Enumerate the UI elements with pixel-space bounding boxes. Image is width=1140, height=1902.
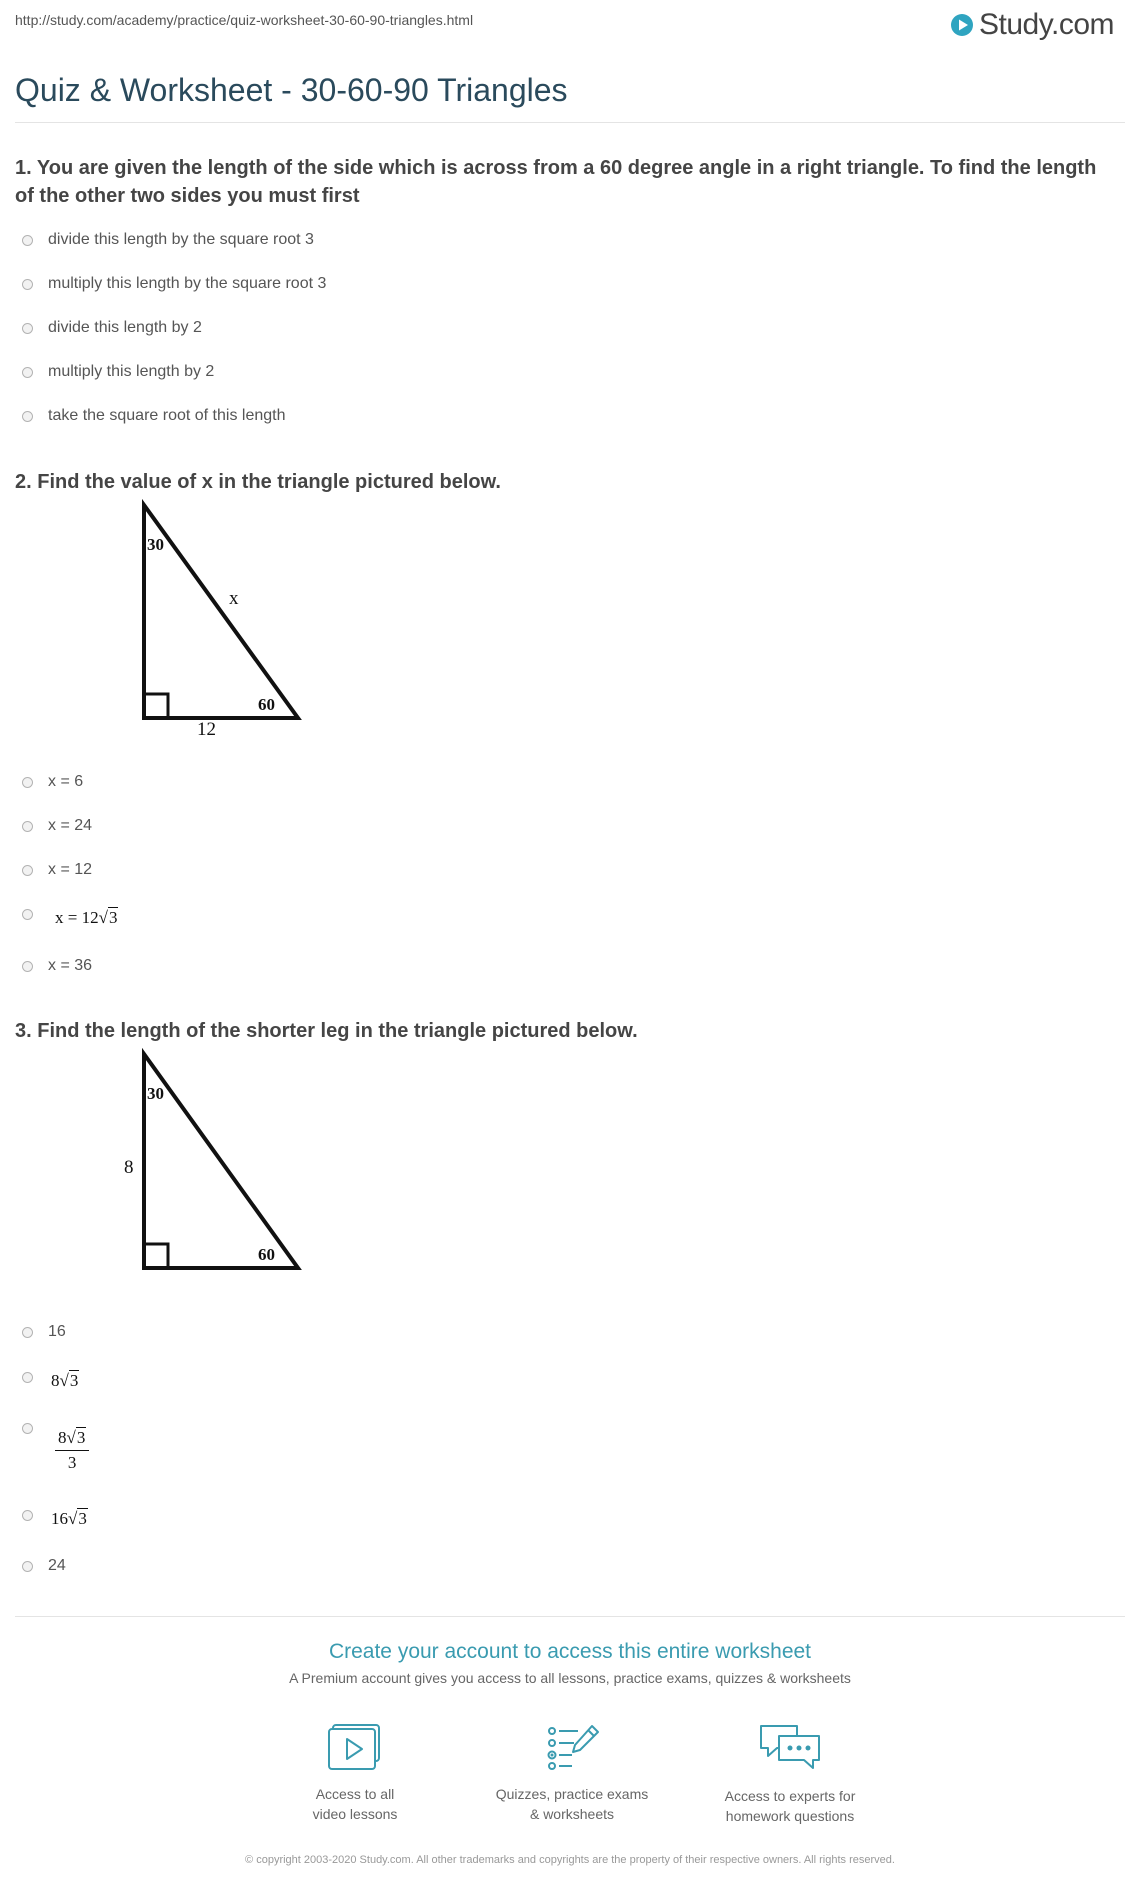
- play-logo-icon: [950, 13, 974, 37]
- radio-button[interactable]: [22, 1510, 33, 1521]
- option-math: 16√3: [51, 1509, 87, 1528]
- bottom-angle-label: 60: [258, 1245, 275, 1264]
- radio-button[interactable]: [22, 1327, 33, 1338]
- radio-button[interactable]: [22, 961, 33, 972]
- question-3-triangle-figure: [115, 1048, 310, 1278]
- top-angle-label: 30: [147, 535, 164, 554]
- question-1-option-2[interactable]: [22, 274, 326, 294]
- feature-video-lessons: [255, 1722, 455, 1824]
- option-label: x = 12: [48, 861, 93, 878]
- divider: [15, 1616, 1125, 1617]
- bottom-angle-label: 60: [258, 695, 275, 714]
- question-3-option-4[interactable]: [22, 1505, 88, 1529]
- option-label: x = 36: [48, 957, 93, 974]
- radio-button[interactable]: [22, 1372, 33, 1383]
- radicand: 3: [108, 908, 118, 927]
- question-2-text: 2. Find the value of x in the triangle pictured below.: [15, 471, 501, 493]
- copyright-notice: © copyright 2003-2020 Study.com. All other trademarks and copyrights are the property of their respective owners. All rights reserved.: [245, 1854, 895, 1866]
- page-url: http://study.com/academy/practice/quiz-worksheet-30-60-90-triangles.html: [15, 12, 474, 28]
- cta-create-account-link[interactable]: Create your account to access this entire worksheet: [328, 1640, 812, 1663]
- radio-button[interactable]: [22, 1423, 33, 1434]
- radio-button[interactable]: [22, 279, 33, 290]
- feature-line: & worksheets: [529, 1806, 615, 1822]
- feature-line: Access to all: [315, 1786, 395, 1802]
- option-label: multiply this length by 2: [48, 363, 215, 380]
- option-label: multiply this length by the square root 3: [48, 275, 327, 292]
- right-angle-marker: [144, 694, 168, 718]
- question-3-option-5[interactable]: [22, 1556, 66, 1576]
- question-1-option-5[interactable]: [22, 406, 285, 426]
- feature-line: Access to experts for: [724, 1788, 856, 1804]
- question-3-option-2[interactable]: [22, 1367, 79, 1391]
- cta-subtitle: A Premium account gives you access to all lessons, practice exams, quizzes & worksheets: [289, 1670, 851, 1686]
- feature-line: video lessons: [312, 1806, 398, 1822]
- question-2-option-2[interactable]: [22, 816, 92, 836]
- option-math-fraction: [55, 1428, 89, 1473]
- radicand: 3: [78, 1509, 87, 1528]
- logo-text: Study.com: [979, 8, 1114, 41]
- radio-button[interactable]: [22, 411, 33, 422]
- quiz-checklist-icon: [542, 1722, 602, 1772]
- divider: [15, 122, 1125, 123]
- question-2-option-5[interactable]: [22, 956, 92, 976]
- fraction: [55, 1428, 89, 1473]
- option-math: x = 12√3: [55, 908, 118, 927]
- option-label: take the square root of this length: [48, 407, 286, 424]
- radio-button[interactable]: [22, 323, 33, 334]
- option-label: 16: [48, 1323, 66, 1340]
- option-math: 8√3: [51, 1371, 79, 1390]
- question-3-text: 3. Find the length of the shorter leg in the triangle pictured below.: [15, 1020, 638, 1042]
- hypotenuse-label: x: [229, 588, 239, 609]
- top-angle-label: 30: [147, 1084, 164, 1103]
- study-logo[interactable]: [950, 7, 1114, 43]
- denominator: 3: [67, 1453, 77, 1472]
- question-2-option-1[interactable]: [22, 772, 83, 792]
- page-title: Quiz & Worksheet - 30-60-90 Triangles: [15, 72, 568, 108]
- question-2-triangle-figure: [130, 498, 310, 743]
- option-label: 24: [48, 1557, 66, 1574]
- radio-button[interactable]: [22, 235, 33, 246]
- option-label: divide this length by the square root 3: [48, 231, 314, 248]
- radio-button[interactable]: [22, 909, 33, 920]
- question-1-option-3[interactable]: [22, 318, 202, 338]
- feature-line: Quizzes, practice exams: [495, 1786, 649, 1802]
- side-label: 8: [124, 1157, 134, 1178]
- question-2-option-3[interactable]: [22, 860, 92, 880]
- feature-quizzes: [472, 1722, 672, 1824]
- radio-button[interactable]: [22, 865, 33, 876]
- right-angle-marker: [144, 1244, 168, 1268]
- question-1-option-1[interactable]: [22, 230, 314, 250]
- question-1-option-4[interactable]: [22, 362, 214, 382]
- radio-button[interactable]: [22, 821, 33, 832]
- numerator: 8√3: [55, 1428, 89, 1451]
- question-3-option-3[interactable]: [22, 1418, 89, 1473]
- radio-button[interactable]: [22, 1561, 33, 1572]
- video-lesson-icon: [325, 1722, 385, 1772]
- question-3-option-1[interactable]: [22, 1322, 66, 1342]
- triangle-outline: [144, 1054, 298, 1268]
- triangle-outline: [144, 505, 298, 718]
- base-label: 12: [197, 719, 216, 740]
- option-label: x = 24: [48, 817, 93, 834]
- feature-line: homework questions: [725, 1808, 855, 1824]
- option-label: x = 6: [48, 773, 84, 790]
- option-label: divide this length by 2: [48, 319, 202, 336]
- question-1-text: 1. You are given the length of the side which is across from a 60 degree angle in a right triangle. To find the length of the other two sides you must first: [15, 157, 1097, 207]
- feature-experts: [690, 1722, 890, 1826]
- chat-bubbles-icon: [757, 1722, 823, 1774]
- radio-button[interactable]: [22, 777, 33, 788]
- radicand: 3: [69, 1371, 79, 1390]
- radio-button[interactable]: [22, 367, 33, 378]
- question-2-option-4[interactable]: [22, 904, 118, 928]
